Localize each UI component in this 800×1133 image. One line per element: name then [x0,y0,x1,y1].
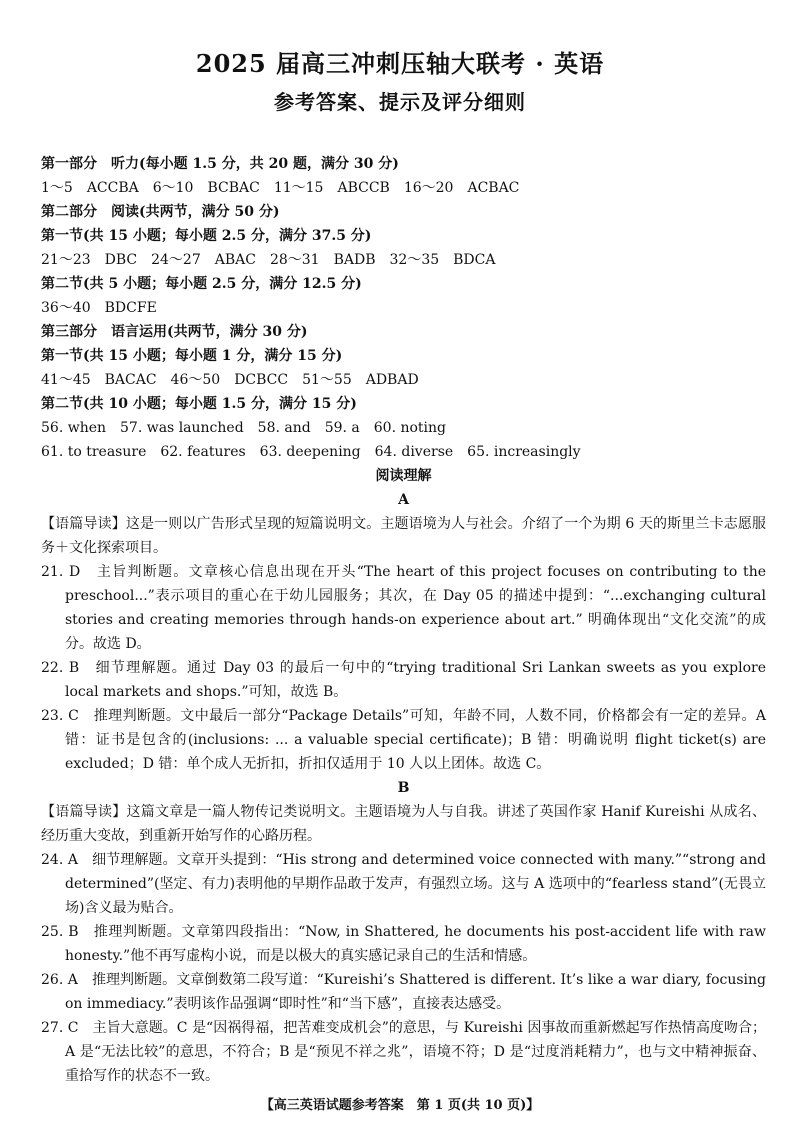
question-27-explanation: 27. C 主旨大意题。C 是“因祸得福，把苦难变成机会”的意思，与 Kureishi 因事故而重新燃起写作热情高度吻合；A 是“无法比较”的意思，不符合；B 是“预见不祥之兆”，语境不符；D 是“过度消耗精力”，也与文中精神振奋、重拾写作的状态不一致。 [41,1020,766,1084]
part2-section2-answers: 36～40 BDCFE [41,300,157,316]
passage-b-intro: 【语篇导读】这篇文章是一篇人物传记类说明文。主题语境为人与自我。讲述了英国作家 Hanif Kureishi 从成名、经历重大变故，到重新开始写作的心路历程。 [41,804,766,844]
part3-section2-heading: 第二节(共 10 小题；每小题 1.5 分，满分 15 分) [41,396,357,412]
question-21-explanation: 21. D 主旨判断题。文章核心信息出现在开头“The heart of this project focuses on contributing to the preschool...”表示项目的重心在于幼儿园服务；其次，在 Day 05 的描述中提到：“...exchanging cultural stories and creating memories through hands-on experience about art.” 明确体现出“文化交流”的成分。故选 D。 [41,564,766,652]
passage-b-label: B [397,780,410,796]
part2-section2-heading: 第二节(共 5 小题；每小题 2.5 分，满分 12.5 分) [41,276,362,292]
part3-heading: 第三部分 语言运用(共两节，满分 30 分) [41,324,308,340]
question-25-explanation: 25. B 推理判断题。文章第四段指出：“Now, in Shattered, he documents his post-accident life with raw honesty.”他不再写虚构小说，而是以极大的真实感记录自己的生活和情感。 [41,924,766,964]
part2-section1-heading: 第一节(共 15 小题；每小题 2.5 分，满分 37.5 分) [41,228,372,244]
part1-answers: 1～5 ACCBA 6～10 BCBAC 11～15 ABCCB 16～20 ACBAC [41,180,520,196]
reading-section-title: 阅读理解 [375,468,432,484]
part3-section1-answers: 41～45 BACAC 46～50 DCBCC 51～55 ADBAD [41,372,419,388]
page-footer: 【高三英语试题参考答案 第 1 页(共 10 页)】 [260,1098,540,1113]
part3-section2-answers-row1: 56. when 57. was launched 58. and 59. a 60. noting [41,420,447,436]
part1-heading: 第一部分 听力(每小题 1.5 分，共 20 题，满分 30 分) [41,156,399,172]
question-23-explanation: 23. C 推理判断题。文中最后一部分“Package Details”可知，年龄不同，人数不同，价格都会有一定的差异。A 错：证书是包含的(inclusions: ... a valuable special certificate)；B 错：明确说明 flight ticket(s) are excluded；D 错：单个成人无折扣，折扣仅适用于 10 人以上团体。故选 C。 [41,708,766,772]
page-title: 2025 届高三冲刺压轴大联考 · 英语 [195,49,605,78]
part3-section1-heading: 第一节(共 15 小题；每小题 1 分，满分 15 分) [41,348,343,364]
page-subtitle: 参考答案、提示及评分细则 [274,90,526,114]
part2-heading: 第二部分 阅读(共两节，满分 50 分) [41,204,280,220]
passage-a-label: A [398,492,409,508]
question-24-explanation: 24. A 细节理解题。文章开头提到：“His strong and determined voice connected with many.”“strong and determined”(坚定、有力)表明他的早期作品敢于发声，有强烈立场。这与 A 选项中的“fearless stand”(无畏立场)含义最为贴合。 [41,852,766,916]
question-26-explanation: 26. A 推理判断题。文章倒数第二段写道：“Kureishi’s Shattered is different. It’s like a war diary, focusing on immediacy.”表明该作品强调“即时性”和“当下感”，直接表达感受。 [41,972,766,1012]
answer-content [41,152,766,1088]
part2-section1-answers: 21～23 DBC 24～27 ABAC 28～31 BADB 32～35 BDCA [41,252,496,268]
part3-section2-answers-row2: 61. to treasure 62. features 63. deepening 64. diverse 65. increasingly [41,444,581,460]
passage-a-intro: 【语篇导读】这是一则以广告形式呈现的短篇说明文。主题语境为人与社会。介绍了一个为期 6 天的斯里兰卡志愿服务＋文化探索项目。 [41,516,766,556]
question-22-explanation: 22. B 细节理解题。通过 Day 03 的最后一句中的“trying traditional Sri Lankan sweets as you explore local markets and shops.”可知，故选 B。 [41,660,766,700]
